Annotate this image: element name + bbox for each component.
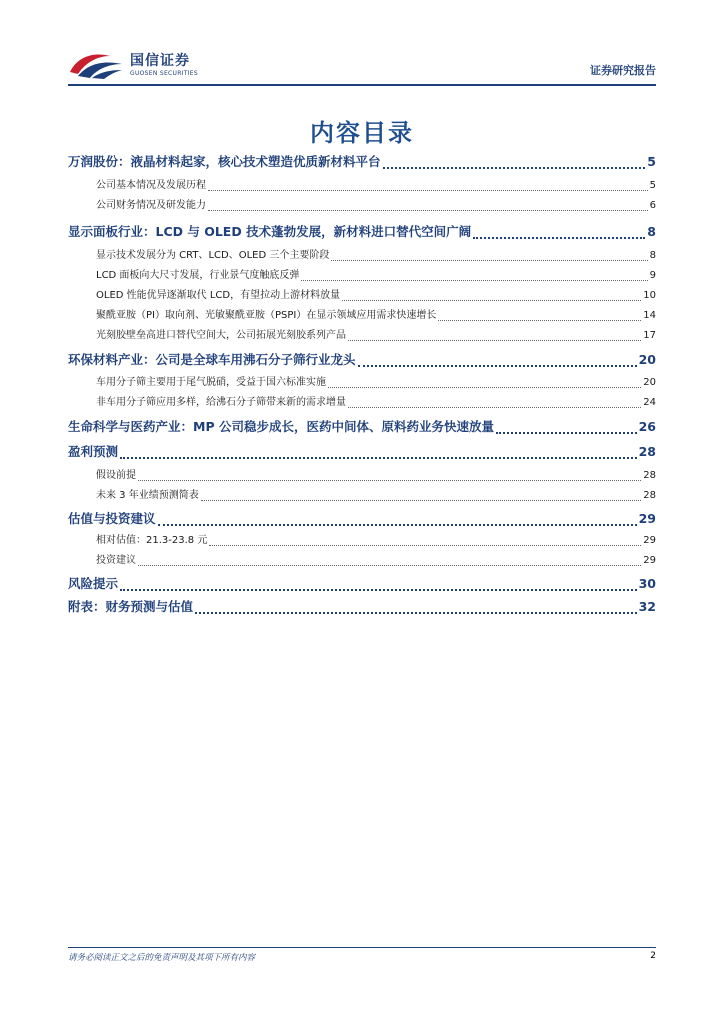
toc-leader-dots	[496, 431, 637, 434]
toc-leader-dots	[120, 588, 637, 591]
toc-entry-title: 相对估值：21.3-23.8 元	[96, 535, 208, 546]
toc-leader-dots	[348, 339, 641, 341]
toc-entry-title: 附表：财务预测与估值	[68, 599, 194, 614]
toc-entry[interactable]	[68, 197, 656, 215]
toc-entry-page: 30	[638, 576, 656, 591]
toc-entry-page: 28	[638, 444, 656, 459]
toc-entry[interactable]	[68, 394, 656, 412]
toc-entry-title: 假设前提	[96, 470, 136, 481]
toc-leader-dots	[473, 236, 645, 239]
toc-entry[interactable]	[68, 287, 656, 305]
toc-entry-title: LCD 面板向大尺寸发展，行业景气度触底反弹	[96, 270, 300, 281]
toc-entry-title: 公司基本情况及发展历程	[96, 180, 206, 191]
toc-entry[interactable]	[68, 597, 656, 617]
toc-entry-page: 28	[643, 470, 656, 481]
toc-entry-title: 显示面板行业：LCD 与 OLED 技术蓬勃发展，新材料进口替代空间广阔	[68, 224, 472, 239]
toc-entry[interactable]	[68, 552, 656, 570]
toc-title: 内容目录	[310, 119, 414, 147]
toc-entry-page: 5	[647, 154, 656, 169]
toc-leader-dots	[331, 259, 647, 261]
toc-entry[interactable]	[68, 247, 656, 265]
toc-entry-page: 20	[638, 352, 656, 367]
toc-leader-dots	[342, 299, 641, 301]
toc-entry[interactable]	[68, 307, 656, 325]
toc-entry-title: OLED 性能优异逐渐取代 LCD，有望拉动上游材料放量	[96, 290, 341, 301]
toc-entry[interactable]	[68, 152, 656, 172]
toc-leader-dots	[348, 406, 641, 408]
logo-english-name: GUOSEN SECURITIES	[130, 69, 199, 77]
toc-leader-dots	[208, 189, 648, 191]
toc-entry-title: 生命科学与医药产业：MP 公司稳步成长，医药中间体、原料药业务快速放量	[68, 419, 494, 434]
toc-entry-page: 17	[643, 330, 656, 341]
toc-entry-title: 万润股份：液晶材料起家，核心技术塑造优质新材料平台	[68, 154, 381, 169]
toc-entry[interactable]	[68, 267, 656, 285]
toc-entry-page: 8	[647, 224, 656, 239]
toc-leader-dots	[328, 386, 641, 388]
toc-entry-page: 5	[649, 180, 656, 191]
toc-leader-dots	[195, 611, 637, 614]
toc-entry[interactable]	[68, 374, 656, 392]
toc-entry[interactable]	[68, 442, 656, 462]
toc-entry-page: 10	[643, 290, 656, 301]
toc-entry-page: 24	[643, 397, 656, 408]
toc-leader-dots	[209, 544, 641, 546]
toc-entry-page: 14	[643, 310, 656, 321]
toc-entry-title: 公司财务情况及研发能力	[96, 200, 206, 211]
toc-entry[interactable]	[68, 177, 656, 195]
toc-entry-title: 盈利预测	[68, 444, 119, 459]
page-number: 2	[650, 951, 656, 961]
toc-leader-dots	[358, 364, 637, 367]
footer-disclaimer: 请务必阅读正文之后的免责声明及其项下所有内容	[68, 953, 256, 963]
toc-entry-page: 6	[649, 200, 656, 211]
toc-entry[interactable]	[68, 327, 656, 345]
report-type-label: 证券研究报告	[590, 64, 656, 77]
header-divider	[68, 84, 656, 86]
logo-chinese-name: 国信证券	[130, 52, 190, 69]
toc-entry-title: 未来 3 年业绩预测简表	[96, 490, 199, 501]
toc-leader-dots	[383, 166, 646, 169]
toc-entry-title: 投资建议	[96, 555, 136, 566]
toc-entry[interactable]	[68, 532, 656, 550]
toc-entry-title: 环保材料产业：公司是全球车用沸石分子筛行业龙头	[68, 352, 356, 367]
toc-entry-page: 32	[638, 599, 656, 614]
page-header	[68, 50, 656, 84]
toc-entry[interactable]	[68, 350, 656, 370]
toc-entry[interactable]	[68, 417, 656, 437]
toc-leader-dots	[208, 209, 648, 211]
toc-entry-page: 20	[643, 377, 656, 388]
toc-entry-page: 26	[638, 419, 656, 434]
toc-entry[interactable]	[68, 574, 656, 594]
toc-leader-dots	[138, 564, 641, 566]
toc-entry-page: 29	[638, 511, 656, 526]
toc-entry-title: 光刻胶壁垒高进口替代空间大，公司拓展光刻胶系列产品	[96, 330, 346, 341]
toc-entry-page: 8	[649, 250, 656, 261]
toc-leader-dots	[301, 279, 647, 281]
toc-entry[interactable]	[68, 222, 656, 242]
toc-entry-title: 车用分子筛主要用于尾气脱硝，受益于国六标准实施	[96, 377, 326, 388]
toc-entry-page: 28	[643, 490, 656, 501]
toc-entry-title: 聚酰亚胺（PI）取向剂、光敏聚酰亚胺（PSPI）在显示领域应用需求快速增长	[96, 310, 437, 321]
guosen-logo	[68, 50, 198, 80]
toc-leader-dots	[120, 456, 637, 459]
toc-entry-title: 显示技术发展分为 CRT、LCD、OLED 三个主要阶段	[96, 250, 330, 261]
toc-entry-title: 风险提示	[68, 576, 119, 591]
toc-entry-page: 29	[643, 555, 656, 566]
toc-leader-dots	[158, 523, 637, 526]
guosen-logo-icon	[68, 50, 124, 80]
toc-leader-dots	[438, 319, 641, 321]
toc-leader-dots	[138, 479, 641, 481]
toc-entry[interactable]	[68, 467, 656, 485]
toc-entry[interactable]	[68, 509, 656, 529]
toc-entry-title: 非车用分子筛应用多样，给沸石分子筛带来新的需求增量	[96, 397, 346, 408]
toc-entry[interactable]	[68, 487, 656, 505]
footer-divider	[68, 947, 656, 948]
toc-entry-page: 9	[649, 270, 656, 281]
toc-entry-title: 估值与投资建议	[68, 511, 156, 526]
toc-entry-page: 29	[643, 535, 656, 546]
toc-leader-dots	[201, 499, 642, 501]
